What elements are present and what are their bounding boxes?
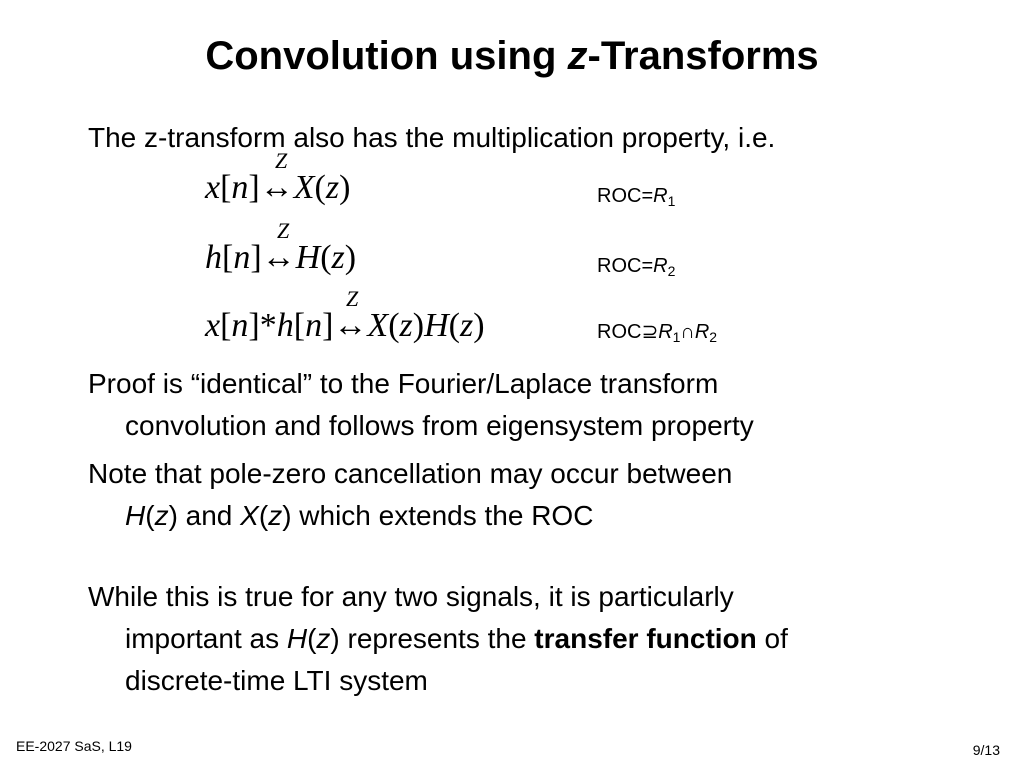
footer-course: EE-2027 SaS, L19	[16, 738, 132, 754]
note-text: Note that pole-zero cancellation may occur between H(z) and X(z) which extends the ROC	[88, 458, 733, 531]
eq3-math: x[n]*h[n]↔X(z)H(z)	[205, 307, 485, 344]
eq2-roc: $ROC=R_2$	[597, 255, 676, 279]
eq3-z-label: Z	[346, 286, 359, 311]
intro-text: The z-transform also has the multiplication property, i.e.	[88, 122, 776, 153]
eq1-math: x[n]↔X(z)	[205, 169, 351, 206]
eq2-z-label: Z	[277, 218, 290, 243]
eq3-roc: $ROC⊇R_1\cap R_2$	[597, 321, 718, 345]
proof-text: Proof is “identical” to the Fourier/Laplace transform convolution and follows from eigensystem property	[88, 368, 754, 441]
eq1-roc: $ROC=R_1$	[597, 185, 676, 209]
eq1-z-label: Z	[275, 148, 288, 173]
eq2-math: h[n]↔H(z)	[205, 239, 357, 276]
footer-page-number: 9/13	[972, 742, 1000, 758]
while-text: While this is true for any two signals, it is particularly important as H(z) represents the transfer function of discrete-time LTI system	[88, 581, 788, 696]
slide-title: Convolution using z-Transforms	[205, 34, 819, 78]
